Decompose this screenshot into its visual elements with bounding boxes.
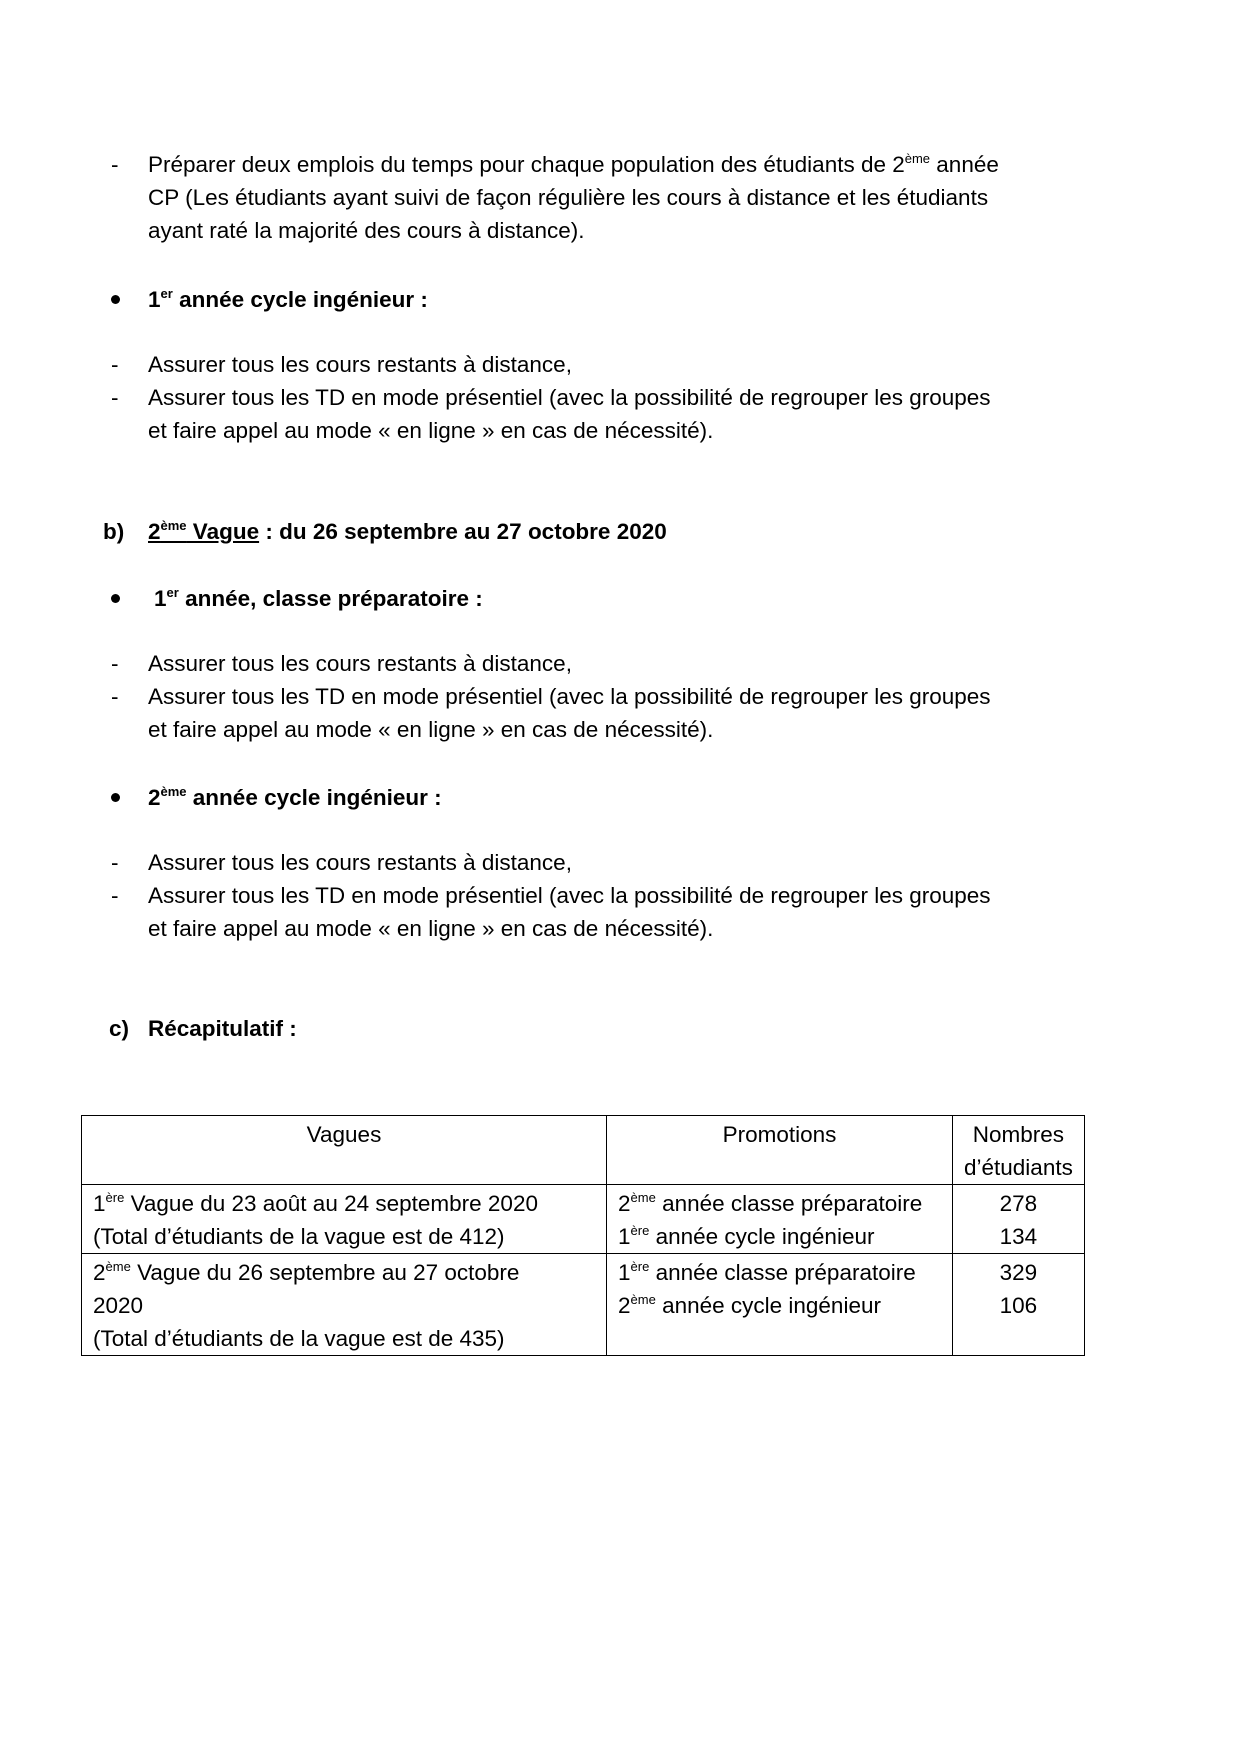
- vague-title: 1ère Vague du 23 août au 24 septembre 2020: [93, 1190, 538, 1216]
- student-count: 329: [999, 1260, 1038, 1285]
- student-count: 278: [999, 1191, 1038, 1216]
- list-item: Assurer tous les cours restants à distance,: [148, 850, 572, 875]
- promotions-cell: [607, 1254, 953, 1356]
- promotion-item: 1ère année cycle ingénieur: [618, 1223, 875, 1249]
- list-dash: -: [111, 883, 119, 908]
- bullet-icon: [111, 295, 120, 304]
- promotion-item: 2ème année classe préparatoire: [618, 1190, 923, 1216]
- list-item: Assurer tous les TD en mode présentiel (avec la possibilité de regrouper les groupes: [148, 883, 991, 908]
- recap-heading: Récapitulatif :: [148, 1016, 297, 1041]
- section-heading: 1er année, classe préparatoire :: [154, 585, 483, 611]
- table-header-row: [82, 1116, 1085, 1185]
- vague-title-continuation: 2020: [93, 1293, 144, 1318]
- paragraph-line: Préparer deux emplois du temps pour chaque population des étudiants de 2ème année: [148, 151, 999, 177]
- recap-heading-label: c): [109, 1016, 130, 1041]
- list-dash: -: [111, 152, 119, 177]
- table-row: [82, 1185, 1085, 1254]
- count-cell: [953, 1254, 1085, 1356]
- section-heading: 1er année cycle ingénieur :: [148, 286, 428, 312]
- promotion-item: 1ère année classe préparatoire: [618, 1259, 916, 1285]
- header-vagues: Vagues: [82, 1116, 607, 1185]
- wave-heading-label: b): [103, 519, 125, 544]
- wave-heading: 2ème Vague : du 26 septembre au 27 octobre 2020: [148, 518, 667, 544]
- header-promotions: Promotions: [607, 1116, 953, 1185]
- vague-total: (Total d’étudiants de la vague est de 435): [93, 1326, 505, 1351]
- vague-cell: [82, 1185, 607, 1254]
- list-item: Assurer tous les TD en mode présentiel (avec la possibilité de regrouper les groupes: [148, 385, 991, 410]
- table-row: [82, 1254, 1085, 1356]
- bullet-icon: [111, 594, 120, 603]
- student-count: 134: [999, 1224, 1038, 1249]
- promotion-item: 2ème année cycle ingénieur: [618, 1292, 881, 1318]
- list-dash: -: [111, 651, 119, 676]
- bullet-icon: [111, 793, 120, 802]
- promotions-cell: [607, 1185, 953, 1254]
- vague-total: (Total d’étudiants de la vague est de 412): [93, 1224, 505, 1249]
- list-item-continuation: et faire appel au mode « en ligne » en cas de nécessité).: [148, 717, 714, 742]
- list-dash: -: [111, 352, 119, 377]
- section-heading: 2ème année cycle ingénieur :: [148, 784, 442, 810]
- list-item-continuation: et faire appel au mode « en ligne » en cas de nécessité).: [148, 916, 714, 941]
- recap-table: [81, 1115, 1085, 1356]
- paragraph-line: ayant raté la majorité des cours à distance).: [148, 218, 585, 243]
- list-item: Assurer tous les cours restants à distance,: [148, 651, 572, 676]
- vague-title: 2ème Vague du 26 septembre au 27 octobre: [93, 1259, 520, 1285]
- list-dash: -: [111, 684, 119, 709]
- paragraph-line: CP (Les étudiants ayant suivi de façon régulière les cours à distance et les étudiants: [148, 185, 989, 210]
- list-item: Assurer tous les cours restants à distance,: [148, 352, 572, 377]
- list-dash: -: [111, 385, 119, 410]
- vague-cell: [82, 1254, 607, 1356]
- header-nombres: Nombres d’étudiants: [953, 1116, 1085, 1185]
- list-item-continuation: et faire appel au mode « en ligne » en cas de nécessité).: [148, 418, 714, 443]
- list-dash: -: [111, 850, 119, 875]
- count-cell: [953, 1185, 1085, 1254]
- list-item: Assurer tous les TD en mode présentiel (avec la possibilité de regrouper les groupes: [148, 684, 991, 709]
- student-count: 106: [999, 1293, 1038, 1318]
